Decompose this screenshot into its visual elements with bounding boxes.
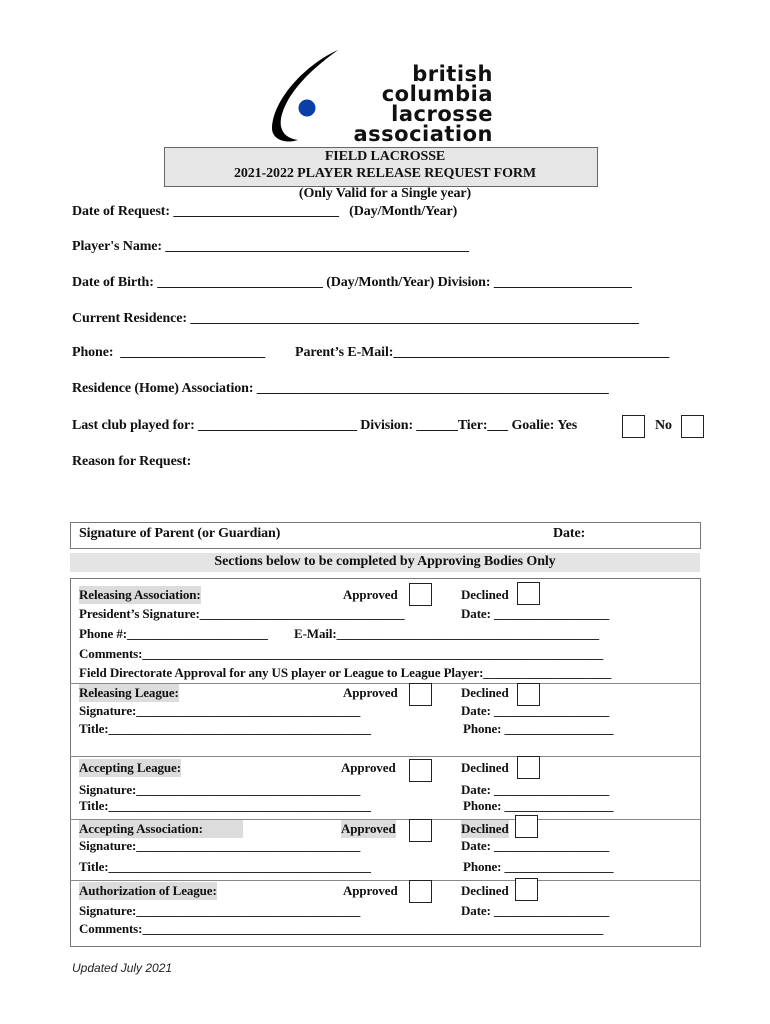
parent-signature-date-label: Date: — [553, 526, 586, 541]
accepting-league-phone-field[interactable]: Phone: _________________ — [463, 798, 614, 813]
declined-label: Declined — [461, 587, 509, 602]
releasing-association-phone-field[interactable]: Phone #:______________________ — [79, 626, 268, 641]
releasing-league-signature-field[interactable]: Signature:___________________________________ — [79, 703, 361, 718]
declined-label: Declined — [461, 685, 509, 700]
form-title-line2: 2021-2022 PLAYER RELEASE REQUEST FORM — [233, 166, 537, 181]
current-residence-field[interactable]: Current Residence: _________________________________________________________________ — [72, 311, 639, 326]
last-club-field[interactable]: Last club played for: _______________________ Division: ______Tier:___ Goalie: Yes — [72, 418, 578, 433]
reason-label: Reason for Request: — [72, 454, 192, 469]
parent-email-field[interactable]: Parent’s E-Mail:________________________________________ — [295, 345, 670, 360]
divider — [70, 756, 700, 757]
declined-label: Declined — [461, 760, 509, 775]
divider — [70, 880, 700, 881]
releasing-league-phone-field[interactable]: Phone: _________________ — [463, 721, 614, 736]
goalie-no-checkbox[interactable] — [681, 415, 704, 438]
accepting-league-heading: Accepting League: — [79, 760, 181, 775]
authorization-league-date-field[interactable]: Date: __________________ — [461, 903, 610, 918]
authorization-league-comments-field[interactable]: Comments:________________________________________________________________________ — [79, 921, 604, 936]
phone-field[interactable]: Phone: _____________________ — [72, 345, 266, 360]
approved-label: Approved — [341, 760, 396, 775]
president-signature-field[interactable]: President’s Signature:________________________________ — [79, 606, 405, 621]
releasing-association-email-field[interactable]: E-Mail:_________________________________________ — [294, 626, 600, 641]
home-association-field[interactable]: Residence (Home) Association: ___________________________________________________ — [72, 381, 609, 396]
goalie-no-label: No — [655, 418, 672, 433]
date-of-birth-field[interactable]: Date of Birth: ________________________ (Day/Month/Year) Division: ____________________ — [72, 275, 632, 290]
logo-text-association: association — [353, 122, 493, 146]
form-subtitle: (Only Valid for a Single year) — [298, 186, 472, 201]
releasing-league-approved-checkbox[interactable] — [409, 683, 432, 706]
approved-label: Approved — [343, 685, 398, 700]
logo-text-british: british — [412, 62, 493, 86]
accepting-association-date-field[interactable]: Date: __________________ — [461, 838, 610, 853]
releasing-association-heading: Releasing Association: — [79, 587, 201, 602]
goalie-yes-checkbox[interactable] — [622, 415, 645, 438]
releasing-league-title-field[interactable]: Title:_________________________________________ — [79, 721, 371, 736]
releasing-association-approved-checkbox[interactable] — [409, 583, 432, 606]
accepting-league-signature-field[interactable]: Signature:___________________________________ — [79, 782, 361, 797]
accepting-association-phone-field[interactable]: Phone: _________________ — [463, 859, 614, 874]
authorization-league-approved-checkbox[interactable] — [409, 880, 432, 903]
authorization-league-heading: Authorization of League: — [79, 883, 217, 898]
approved-label: Approved — [343, 587, 398, 602]
accepting-association-declined-checkbox[interactable] — [515, 815, 538, 838]
player-name-field[interactable]: Player's Name: ____________________________________________ — [72, 239, 469, 254]
field-directorate-approval-field[interactable]: Field Directorate Approval for any US player or League to League Player:____________________ — [79, 665, 612, 680]
approvals-banner-text: Sections below to be completed by Approving Bodies Only — [214, 554, 556, 569]
date-of-request-field[interactable]: Date of Request: ________________________ (Day/Month/Year) — [72, 204, 458, 219]
accepting-league-title-field[interactable]: Title:_________________________________________ — [79, 798, 371, 813]
authorization-league-signature-field[interactable]: Signature:___________________________________ — [79, 903, 361, 918]
logo-text-columbia: columbia — [381, 82, 493, 106]
authorization-league-declined-checkbox[interactable] — [515, 878, 538, 901]
form-title-line1: FIELD LACROSSE — [324, 149, 446, 164]
approved-label: Approved — [341, 821, 396, 836]
updated-footer: Updated July 2021 — [72, 961, 173, 975]
accepting-association-approved-checkbox[interactable] — [409, 819, 432, 842]
approved-label: Approved — [343, 883, 398, 898]
declined-label: Declined — [461, 821, 509, 836]
accepting-association-signature-field[interactable]: Signature:___________________________________ — [79, 838, 361, 853]
accepting-league-declined-checkbox[interactable] — [517, 756, 540, 779]
releasing-association-comments-field[interactable]: Comments:________________________________________________________________________ — [79, 646, 604, 661]
declined-label: Declined — [461, 883, 509, 898]
parent-signature-label: Signature of Parent (or Guardian) — [79, 526, 281, 541]
accepting-association-heading: Accepting Association: — [79, 820, 243, 838]
releasing-association-date-field[interactable]: Date: __________________ — [461, 606, 610, 621]
releasing-association-declined-checkbox[interactable] — [517, 582, 540, 605]
accepting-league-date-field[interactable]: Date: __________________ — [461, 782, 610, 797]
accepting-league-approved-checkbox[interactable] — [409, 759, 432, 782]
releasing-league-heading: Releasing League: — [79, 685, 179, 700]
releasing-league-date-field[interactable]: Date: __________________ — [461, 703, 610, 718]
lacrosse-swoosh-icon — [268, 48, 348, 144]
logo-text-lacrosse: lacrosse — [391, 102, 493, 126]
accepting-association-title-field[interactable]: Title:_________________________________________ — [79, 859, 371, 874]
